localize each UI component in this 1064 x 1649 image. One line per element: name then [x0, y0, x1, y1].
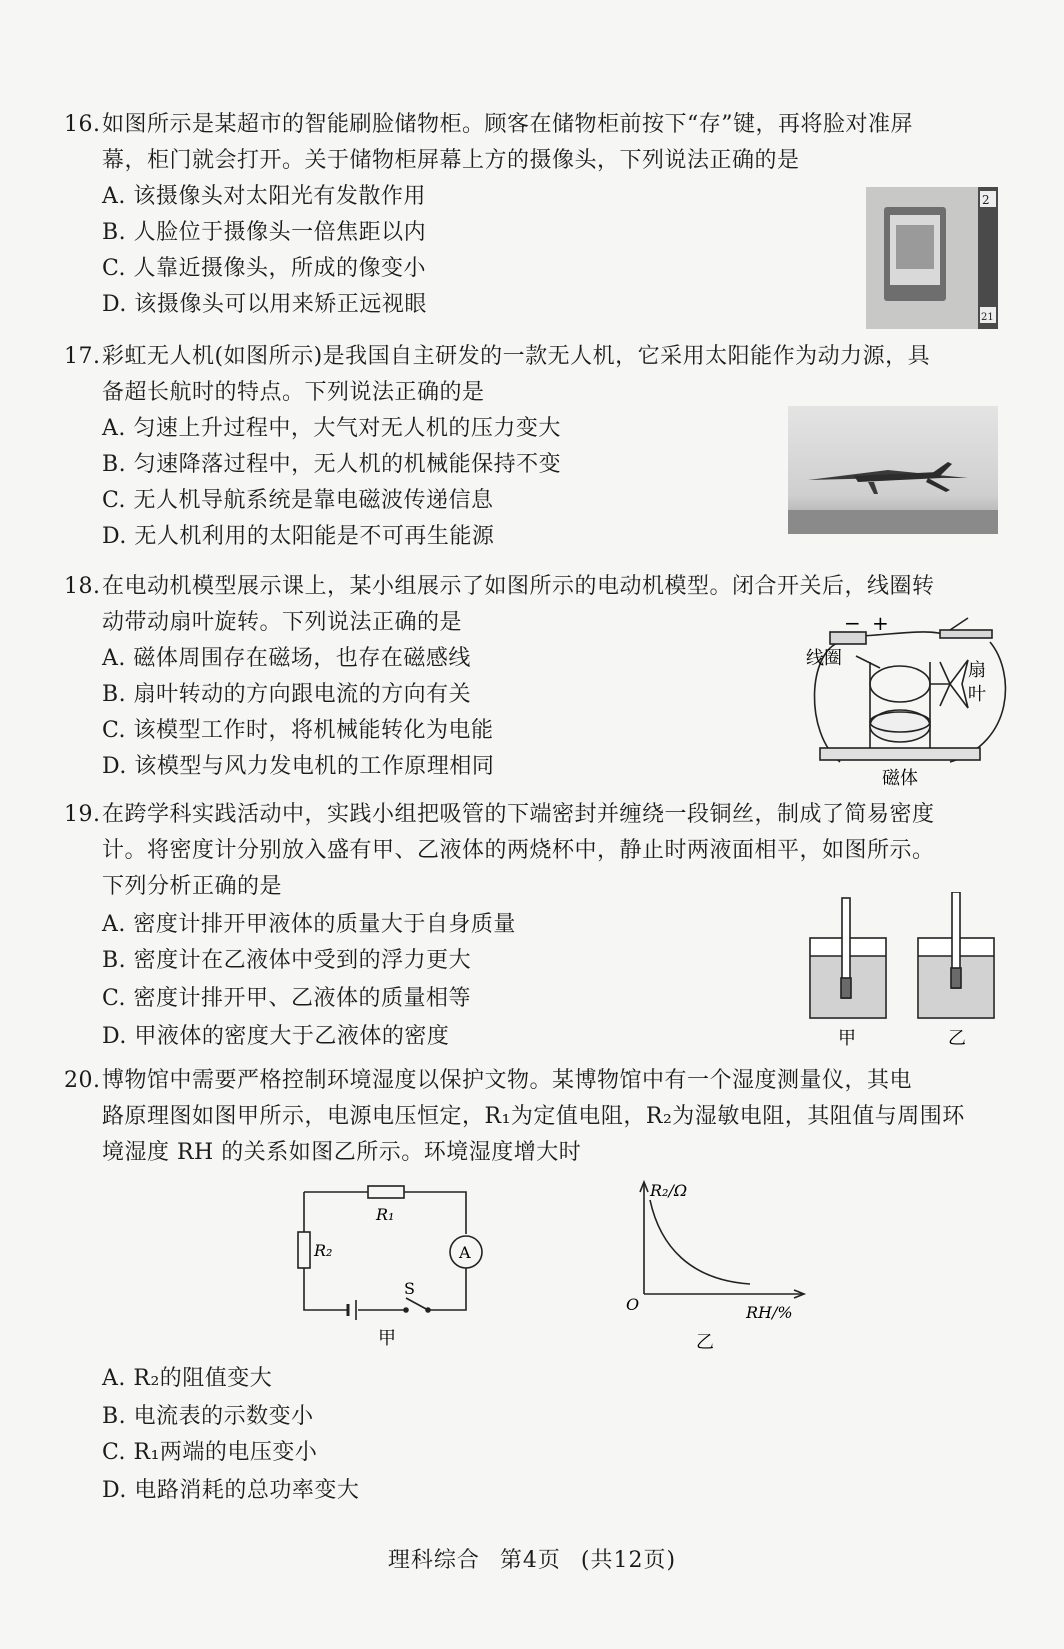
q19-option-c: C. 密度计排开甲、乙液体的质量相等: [102, 986, 472, 1011]
q16-option-a: A. 该摄像头对太阳光有发散作用: [102, 184, 426, 209]
magnet-label: 磁体: [882, 768, 918, 789]
q18-option-b: B. 扇叶转动的方向跟电流的方向有关: [102, 682, 472, 707]
q20-option-c: C. R₁两端的电压变小: [102, 1440, 318, 1465]
q18-option-a: A. 磁体周围存在磁场，也存在磁感线: [102, 646, 471, 671]
q18-option-c: C. 该模型工作时，将机械能转化为电能: [102, 718, 494, 743]
q16-line-1: 16.如图所示是某超市的智能刷脸储物柜。顾客在储物柜前按下“存”键，再将脸对准屏: [64, 110, 913, 140]
q19-option-b: B. 密度计在乙液体中受到的浮力更大: [102, 948, 472, 973]
q16-number: 16.: [64, 112, 101, 137]
q17-option-c: C. 无人机导航系统是靠电磁波传递信息: [102, 488, 494, 513]
graph-y-axis-label: R₂/Ω: [650, 1181, 688, 1200]
drone-photo: [788, 406, 998, 534]
circuit-diagram-jia: [290, 1182, 490, 1354]
footer-subject: 理科综合: [387, 1548, 480, 1573]
footer-page: 第4页: [499, 1548, 561, 1573]
graph-caption: 乙: [696, 1332, 714, 1353]
q20-option-b: B. 电流表的示数变小: [102, 1404, 314, 1429]
locker-tag-top: 2: [982, 193, 990, 207]
q17-line-1: 17.彩虹无人机(如图所示)是我国自主研发的一款无人机，它采用太阳能作为动力源，具: [64, 342, 930, 372]
q19-line-2: 计。将密度计分别放入盛有甲、乙液体的两烧杯中，静止时两液面相平，如图所示。: [102, 838, 935, 863]
density-beakers-diagram: [802, 892, 1002, 1052]
q19-option-d: D. 甲液体的密度大于乙液体的密度: [102, 1024, 450, 1049]
coil-label: 线圈: [806, 648, 842, 669]
q20-line-1: 20.博物馆中需要严格控制环境湿度以保护文物。某博物馆中有一个湿度测量仪，其电: [64, 1066, 912, 1096]
graph-x-axis-label: RH/%: [746, 1303, 793, 1322]
beaker-right-label: 乙: [948, 1028, 966, 1049]
q20-option-d: D. 电路消耗的总功率变大: [102, 1478, 360, 1503]
resistance-curve: [650, 1200, 750, 1284]
fan-label-2: 叶: [968, 684, 986, 705]
q16-line-2: 幕，柜门就会打开。关于储物柜屏幕上方的摄像头，下列说法正确的是: [102, 148, 800, 173]
q18-line-2: 动带动扇叶旋转。下列说法正确的是: [102, 610, 463, 635]
resistance-humidity-graph-yi: [620, 1176, 820, 1358]
q17-option-b: B. 匀速降落过程中，无人机的机械能保持不变: [102, 452, 562, 477]
page-footer: [0, 1543, 1064, 1574]
q17-line-2: 备超长航时的特点。下列说法正确的是: [102, 380, 485, 405]
q17-number: 17.: [64, 344, 101, 369]
q18-line-1: 18.在电动机模型展示课上，某小组展示了如图所示的电动机模型。闭合开关后，线圈转: [64, 572, 935, 602]
locker-photo: [866, 187, 998, 329]
battery-minus-label: −: [844, 612, 861, 635]
q20-line-3: 境湿度 RH 的关系如图乙所示。环境湿度增大时: [102, 1140, 582, 1165]
switch-label: S: [404, 1279, 415, 1298]
fan-label-1: 扇: [968, 660, 986, 681]
q20-number: 20.: [64, 1068, 101, 1093]
ammeter-label: A: [459, 1243, 471, 1262]
beaker-left-label: 甲: [838, 1028, 856, 1049]
battery-plus-label: +: [872, 612, 889, 635]
q20-line-2: 路原理图如图甲所示，电源电压恒定，R₁为定值电阻，R₂为湿敏电阻，其阻值与周围环: [102, 1104, 965, 1129]
q16-option-c: C. 人靠近摄像头，所成的像变小: [102, 256, 427, 281]
q16-option-b: B. 人脸位于摄像头一倍焦距以内: [102, 220, 427, 245]
locker-tag-bottom: 21: [981, 312, 994, 323]
q18-option-d: D. 该模型与风力发电机的工作原理相同: [102, 754, 495, 779]
q18-number: 18.: [64, 574, 101, 599]
footer-total: (共12页): [580, 1548, 677, 1573]
q19-line-1: 19.在跨学科实践活动中，实践小组把吸管的下端密封并缠绕一段铜丝，制成了简易密度: [64, 800, 935, 830]
q19-number: 19.: [64, 802, 101, 827]
q16-option-d: D. 该摄像头可以用来矫正远视眼: [102, 292, 427, 317]
q17-option-a: A. 匀速上升过程中，大气对无人机的压力变大: [102, 416, 561, 441]
motor-model-diagram: [800, 612, 1010, 792]
q19-line-3: 下列分析正确的是: [102, 874, 283, 899]
q17-option-d: D. 无人机利用的太阳能是不可再生能源: [102, 524, 495, 549]
q20-option-a: A. R₂的阻值变大: [102, 1366, 273, 1391]
circuit-caption: 甲: [378, 1328, 396, 1349]
r1-label: R₁: [376, 1205, 395, 1224]
r2-label: R₂: [314, 1241, 333, 1260]
graph-origin-label: O: [626, 1295, 640, 1314]
q19-option-a: A. 密度计排开甲液体的质量大于自身质量: [102, 912, 516, 937]
